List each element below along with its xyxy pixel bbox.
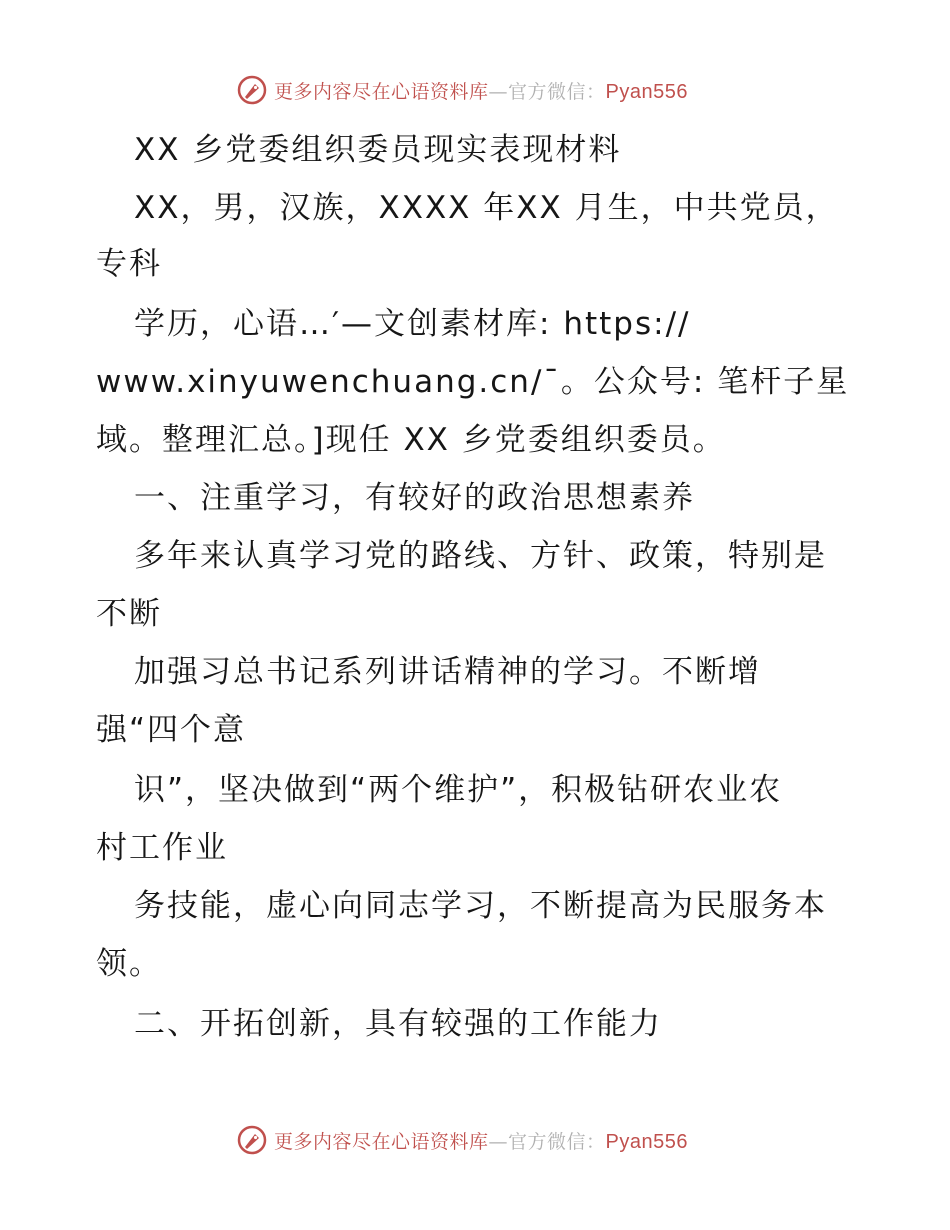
banner-wechat-label: 官方微信： — [508, 1130, 606, 1153]
pen-nib-logo-icon — [236, 74, 268, 106]
banner-text — [274, 1127, 688, 1154]
pen-nib-logo-icon — [236, 1124, 268, 1156]
paragraph-line: 强“四个意 — [96, 712, 247, 748]
paragraph-line: www.xinyuwenchuang.cn/¯。公众号: 笔杆子星 — [96, 364, 850, 400]
banner-main: 更多内容尽在心语资料库 — [274, 80, 489, 103]
paragraph-line: 务技能，虚心向同志学习，不断提高为民服务本 — [134, 888, 827, 924]
paragraph-line: 识”，坚决做到“两个维护”，积极钻研农业农 — [134, 772, 783, 808]
paragraph-line: XX，男，汉族，XXXX 年XX 月生，中共党员， — [134, 190, 839, 226]
banner-separator: — — [488, 80, 509, 103]
paragraph-line: 多年来认真学习党的路线、方针、政策，特别是 — [134, 538, 827, 574]
paragraph-line: 专科 — [96, 246, 162, 282]
paragraph-line: 领。 — [96, 946, 162, 982]
banner-wechat-label: 官方微信： — [508, 80, 606, 103]
banner-text — [274, 77, 688, 104]
header-banner — [236, 72, 716, 108]
footer-banner — [236, 1122, 716, 1158]
banner-wechat-id: Pyan556 — [605, 80, 688, 103]
banner-main: 更多内容尽在心语资料库 — [274, 1130, 489, 1153]
paragraph-line: 不断 — [96, 596, 162, 632]
section-heading: 二、开拓创新，具有较强的工作能力 — [134, 1006, 662, 1042]
paragraph-line: 学历，心语…′—文创素材库: https:// — [134, 306, 691, 342]
banner-wechat-id: Pyan556 — [605, 1130, 688, 1153]
section-heading: 一、注重学习，有较好的政治思想素养 — [134, 480, 695, 516]
paragraph-line: 加强习总书记系列讲话精神的学习。不断增 — [134, 654, 761, 690]
document-title: XX 乡党委组织委员现实表现材料 — [134, 132, 622, 168]
paragraph-line: 域。整理汇总。]现任 XX 乡党委组织委员。 — [96, 422, 726, 458]
paragraph-line: 村工作业 — [96, 830, 228, 866]
banner-separator: — — [488, 1130, 509, 1153]
